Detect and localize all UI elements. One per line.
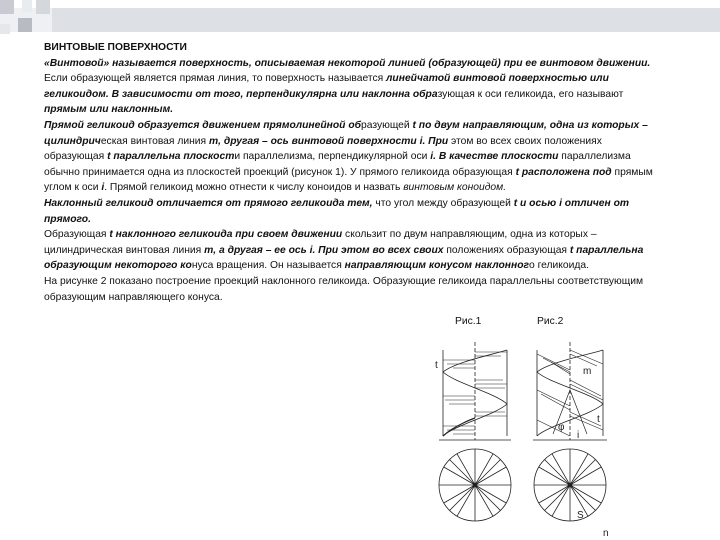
figure-2-top-view <box>534 449 606 521</box>
paragraph-helicoid: Если образующей является прямая линия, то поверхность называется линейчатой винтовой поверхностью или геликоидом. В зависимости от того, перпендикулярна или наклонна образующая к оси геликоида, его называют прямым или наклонным. <box>44 73 624 116</box>
figure-1-top-view <box>439 449 511 521</box>
paragraph-inclined-generatrix: Образующая t наклонного геликоида при своем движении скользит по двум направляющим, одна из которых – цилиндрическая винтовая линия m, а другая – ее ось i. При этом во всех своих положениях образующая t параллельна образующим некоторого конуса вращения. Он называется направляющим конусом наклонного геликоида. <box>44 229 644 272</box>
figure-2-label-i: i <box>577 430 580 441</box>
figure-2-front-view <box>533 342 607 440</box>
paragraph-inclined-helicoid: Наклонный геликоид отличается от прямого геликоида тем, что угол между образующей t и осью i отличен от прямого. <box>44 197 630 225</box>
figure-1-label-t: t <box>435 360 438 371</box>
figure-2-label-m: m <box>583 366 592 377</box>
document-title: ВИНТОВЫЕ ПОВЕРХНОСТИ <box>44 42 187 53</box>
header-decoration <box>0 0 720 40</box>
figure-2-label-t: t <box>597 414 600 425</box>
paragraph-right-helicoid: Прямой геликоид образуется движением прямолинейной образующей t по двум направляющим, одна из которых – цилиндрическая винтовая линия m, другая – ось винтовой поверхности i. При этом во всех своих положениях образующая t параллельна плоскости параллелизма, перпендикулярной оси i. В качестве плоскости параллелизма обычно принимается одна из плоскостей проекций (рисунок 1). У прямого геликоида образующая t расположена под прямым углом к оси i. Прямой геликоид можно отнести к числу коноидов и назвать винтовым коноидом. <box>44 119 653 194</box>
figure-2-label-s: S <box>577 510 584 521</box>
figure-1-front-view <box>439 342 511 440</box>
figure-2-label-angle: φ <box>558 422 565 433</box>
document-body <box>44 40 664 305</box>
figure-2-label-n: n <box>603 528 609 539</box>
figure-caption-1: Рис.1 <box>455 316 482 327</box>
paragraph-definition: «Винтовой» называется поверхность, описываемая некоторой линией (образующей) при ее винтовом движении. <box>44 57 651 69</box>
helicoid-figures <box>425 340 625 540</box>
paragraph-figure-note: На рисунке 2 показано построение проекций наклонного геликоида. Образующие геликоида параллельны соответствующим образующим направляющего конуса. <box>44 275 644 303</box>
figure-caption-2: Рис.2 <box>537 316 564 327</box>
